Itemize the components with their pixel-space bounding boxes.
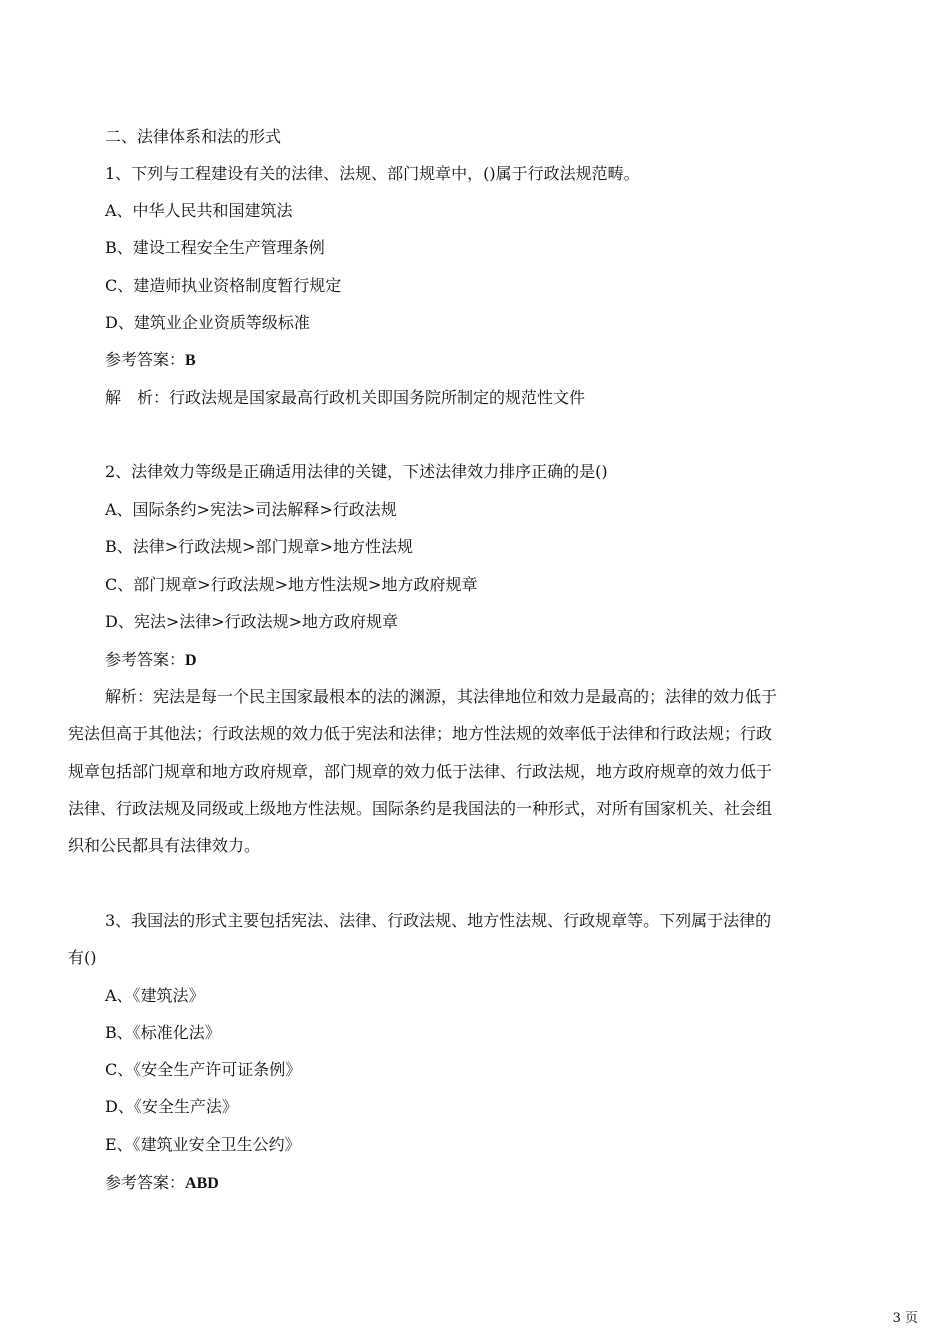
q3-option-c: C、《安全生产许可证条例》: [105, 1060, 302, 1079]
q2-analysis-line-3: 规章包括部门规章和地方政府规章，部门规章的效力低于法律、行政法规，地方政府规章的效力低于: [68, 762, 773, 781]
q2-stem: 2、法律效力等级是正确适用法律的关键，下述法律效力排序正确的是(): [105, 462, 608, 481]
q1-stem: 1、下列与工程建设有关的法律、法规、部门规章中，()属于行政法规范畴。: [105, 164, 640, 183]
q1-option-d: D、建筑业企业资质等级标准: [105, 313, 310, 332]
q2-option-d: D、宪法>法律>行政法规>地方政府规章: [105, 612, 399, 631]
page-number: 3 页: [892, 1311, 918, 1326]
q2-option-c: C、部门规章>行政法规>地方性法规>地方政府规章: [105, 575, 478, 594]
q2-answer: D: [185, 652, 197, 669]
q2-option-a: A、国际条约>宪法>司法解释>行政法规: [105, 500, 397, 519]
q3-option-d: D、《安全生产法》: [105, 1097, 238, 1116]
q1-option-c: C、建造师执业资格制度暂行规定: [105, 276, 342, 295]
q3-option-e: E、《建筑业安全卫生公约》: [105, 1135, 301, 1154]
q1-answer-line: [105, 350, 196, 371]
section-title: 二、法律体系和法的形式: [105, 127, 282, 146]
q1-answer: B: [185, 352, 196, 369]
q2-answer-line: [105, 650, 197, 671]
q3-stem-line-1: 3、我国法的形式主要包括宪法、法律、行政法规、地方性法规、行政规章等。下列属于法律的: [105, 911, 772, 930]
q3-option-b: B、《标准化法》: [105, 1023, 221, 1042]
q2-analysis-line-5: 织和公民都具有法律效力。: [68, 836, 261, 855]
q2-analysis-line-4: 法律、行政法规及同级或上级地方性法规。国际条约是我国法的一种形式，对所有国家机关、社会组: [68, 799, 773, 818]
q1-option-a: A、中华人民共和国建筑法: [105, 201, 293, 220]
q3-answer: ABD: [185, 1175, 219, 1192]
q3-answer-label: 参考答案：: [105, 1173, 186, 1192]
q1-answer-label: 参考答案：: [105, 350, 186, 369]
q1-option-b: B、建设工程安全生产管理条例: [105, 238, 325, 257]
q1-analysis: 解 析：行政法规是国家最高行政机关即国务院所制定的规范性文件: [105, 388, 586, 407]
q2-analysis-line-1: 解析：宪法是每一个民主国家最根本的法的渊源，其法律地位和效力是最高的；法律的效力低于: [105, 687, 778, 706]
q2-answer-label: 参考答案：: [105, 650, 186, 669]
q3-option-a: A、《建筑法》: [105, 986, 205, 1005]
q2-analysis-line-2: 宪法但高于其他法；行政法规的效力低于宪法和法律；地方性法规的效率低于法律和行政法规；行政: [68, 724, 773, 743]
q3-stem-line-2: 有(): [68, 948, 97, 967]
q3-answer-line: [105, 1173, 219, 1194]
q2-option-b: B、法律>行政法规>部门规章>地方性法规: [105, 537, 413, 556]
